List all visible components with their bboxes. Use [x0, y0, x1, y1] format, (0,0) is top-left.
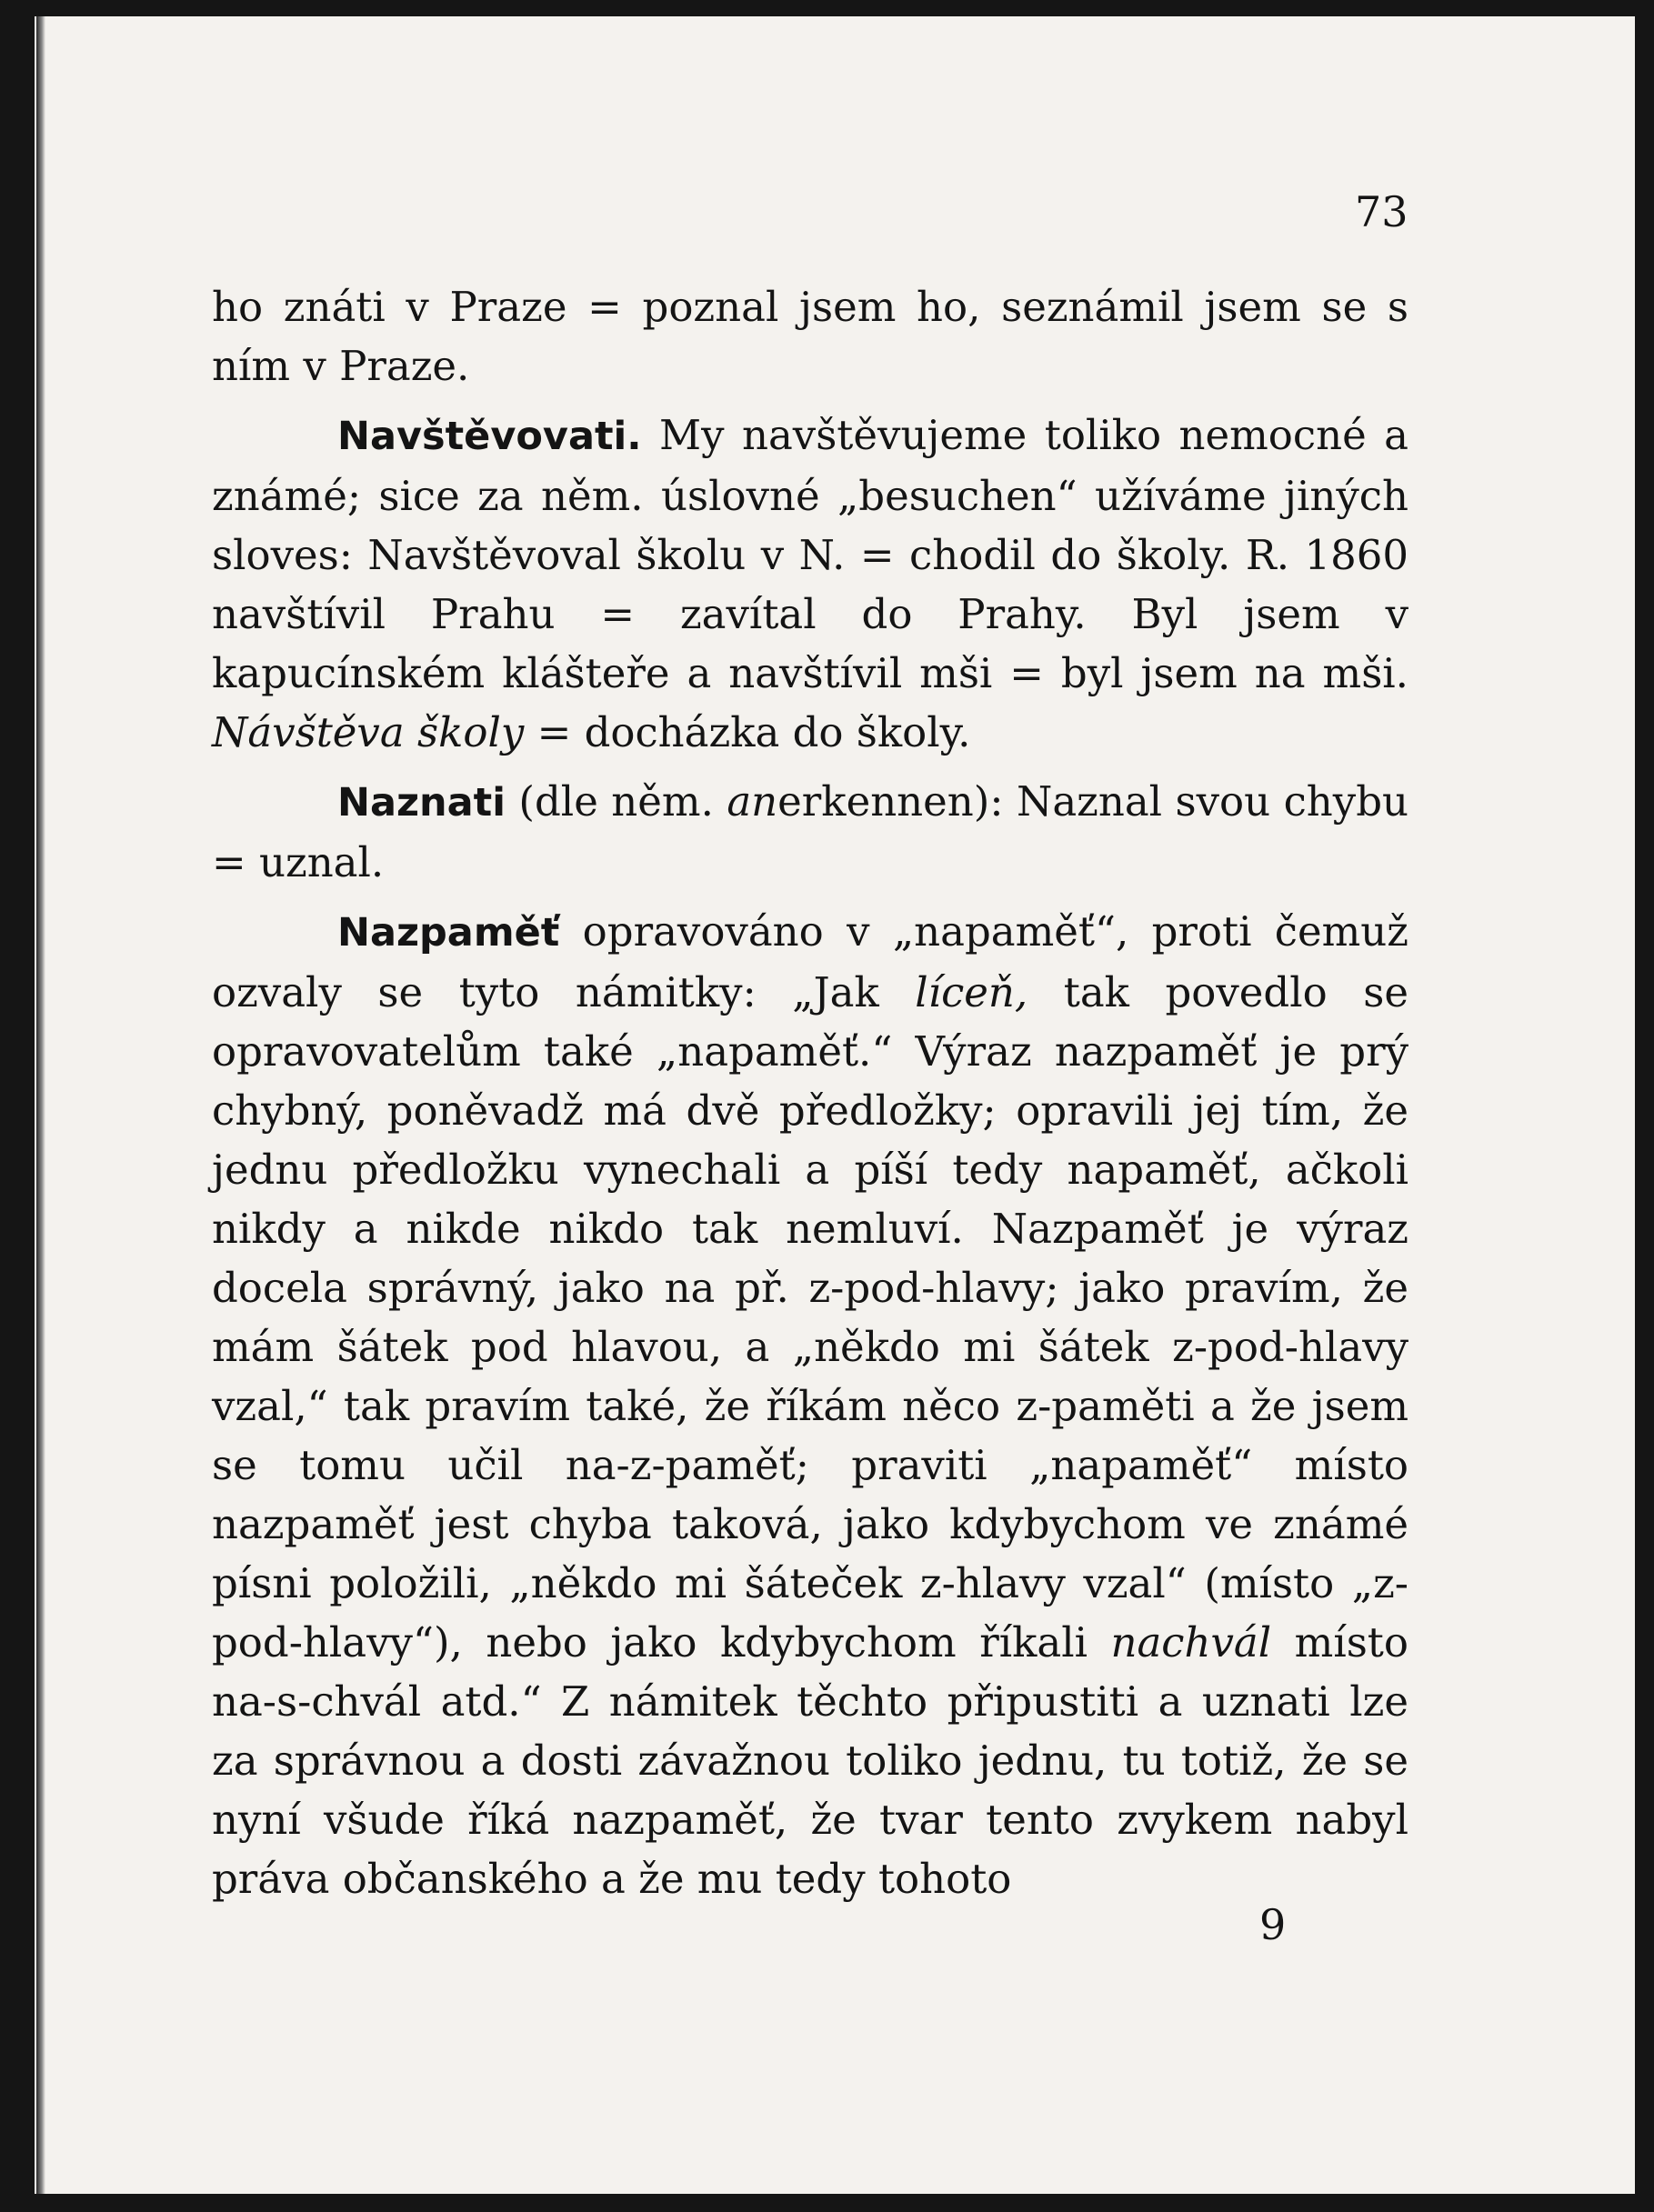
text-run: opravováno v „napaměť“, proti čemuž ozvaly se tyto námitky: „Jak: [212, 907, 1408, 1016]
italic-text: Návštěva školy: [212, 708, 525, 756]
page-binding-edge: [36, 16, 45, 2194]
headword: Navštěvovati.: [337, 414, 642, 459]
page-number: 73: [1355, 187, 1408, 236]
text-run: místo na-s-chvál atd.“ Z námitek těchto připustiti a uznati lze za správnou a dosti závažnou toliko jednu, tu totiž, že se nyní všude říká nazpaměť, že tvar tento zvykem nabyl práva občanského a že mu tedy tohoto: [212, 1618, 1408, 1903]
paragraph-continuation: [212, 277, 1408, 395]
text-run: tak povedlo se opravovatelům také „napaměť.“ Výraz nazpaměť je prý chybný, poněvadž má dvě předložky; opravili jej tím, že jednu předložku vynechali a píší tedy napaměť, ačkoli nikdy a nikde nikdo tak nemluví. Nazpaměť je výraz docela správný, jako na př. z-pod-hlavy; jako pravím, že mám šátek pod hlavou, a „někdo mi šátek z-pod-hlavy vzal,“ tak pravím také, že říkám něco z-paměti a že jsem se tomu učil na-z-paměť; praviti „napaměť“ místo nazpaměť jest chyba taková, jako kdybychom ve známé písni položili, „někdo mi šáteček z-hlavy vzal“ (místo „z-pod-hlavy“), nebo jako kdybychom říkali: [212, 968, 1408, 1667]
italic-text: líceň,: [915, 968, 1028, 1016]
entry-navstevovati: [212, 405, 1408, 762]
entry-naznati: [212, 772, 1408, 892]
italic-text: an: [727, 777, 778, 826]
text-run: erkennen): Naznal svou chybu = uznal.: [212, 777, 1408, 886]
headword: Nazpaměť: [337, 910, 560, 956]
headword: Naznati: [337, 780, 506, 826]
text-run: (dle něm.: [505, 777, 727, 826]
italic-text: nachvál: [1110, 1618, 1272, 1667]
text-run: My navštěvujeme toliko nemocné a známé; sice za něm. úslovné „besuchen“ užíváme jiných sloves: Navštěvoval školu v N. = chodil do školy. R. 1860 navštívil Prahu = zavítal do Prahy. Byl jsem v kapucínském klášteře a navštívil mši = byl jsem na mši.: [212, 411, 1408, 697]
body-text: [212, 277, 1408, 1918]
entry-nazpamet: [212, 902, 1408, 1908]
text-run: = docházka do školy.: [524, 708, 971, 756]
signature-mark: 9: [1259, 1900, 1287, 1949]
text-run: ho znáti v Praze = poznal jsem ho, seznámil jsem se s ním v Praze.: [212, 283, 1408, 390]
